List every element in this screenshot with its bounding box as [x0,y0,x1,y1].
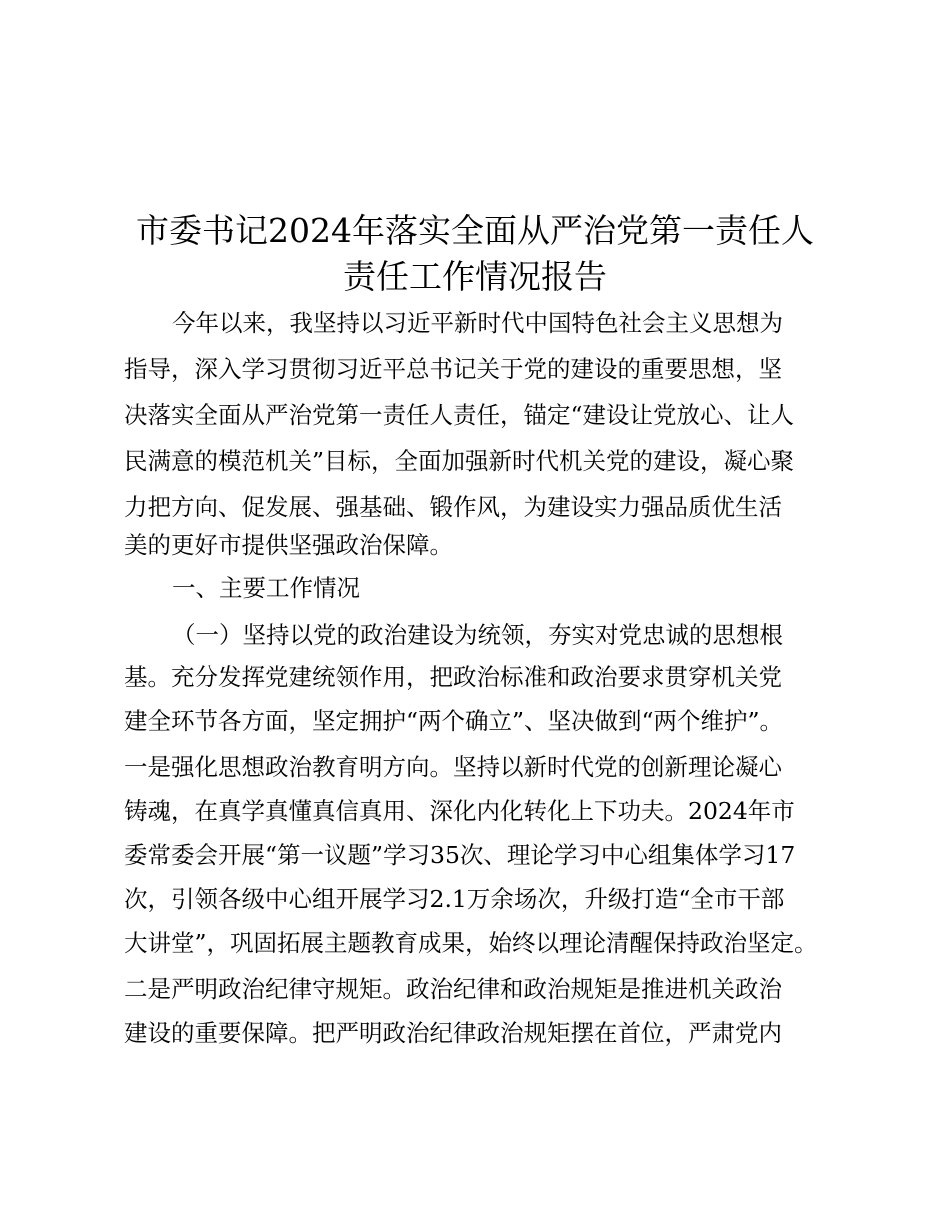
section-heading: 一、主要工作情况 [172,574,360,602]
body-line-10: 建全环节各方面，坚定拥护“两个确立”、坚决做到“两个维护”。 [124,707,784,735]
body-line-13: 委常委会开展“第一议题”学习35次、理论学习中心组集体学习17 [124,841,796,869]
body-line-3: 决落实全面从严治党第一责任人责任，锚定“建设让党放心、让人 [124,401,795,429]
document-title-line-1: 市委书记2024年落实全面从严治党第一责任人 [136,211,814,250]
body-line-12: 铸魂，在真学真懂真信真用、深化内化转化上下功夫。2024年市 [124,797,795,825]
body-line-1: 今年以来，我坚持以习近平新时代中国特色社会主义思想为 [172,309,783,337]
body-line-8: （一）坚持以党的政治建设为统领，夯实对党忠诚的思想根 [172,621,783,649]
body-line-2: 指导，深入学习贯彻习近平总书记关于党的建设的重要思想，坚 [124,355,782,383]
body-line-4: 民满意的模范机关”目标，全面加强新时代机关党的建设，凝心聚 [124,447,795,475]
body-line-17: 建设的重要保障。把严明政治纪律政治规矩摆在首位，严肃党内 [124,1019,782,1047]
body-line-5: 力把方向、促发展、强基础、锻作风，为建设实力强品质优生活 [124,493,782,521]
document-title-line-2: 责任工作情况报告 [343,257,607,296]
body-line-14: 次，引领各级中心组开展学习2.1万余场次，升级打造“全市干部 [124,885,785,913]
body-line-16: 二是严明政治纪律守规矩。政治纪律和政治规矩是推进机关政治 [124,975,782,1003]
body-line-6: 美的更好市提供坚强政治保障。 [124,531,453,559]
body-line-9: 基。充分发挥党建统领作用，把政治标准和政治要求贯穿机关党 [124,663,782,691]
body-line-11: 一是强化思想政治教育明方向。坚持以新时代党的创新理论凝心 [124,753,782,781]
body-line-15: 大讲堂”，巩固拓展主题教育成果，始终以理论清醒保持政治坚定。 [124,929,818,957]
